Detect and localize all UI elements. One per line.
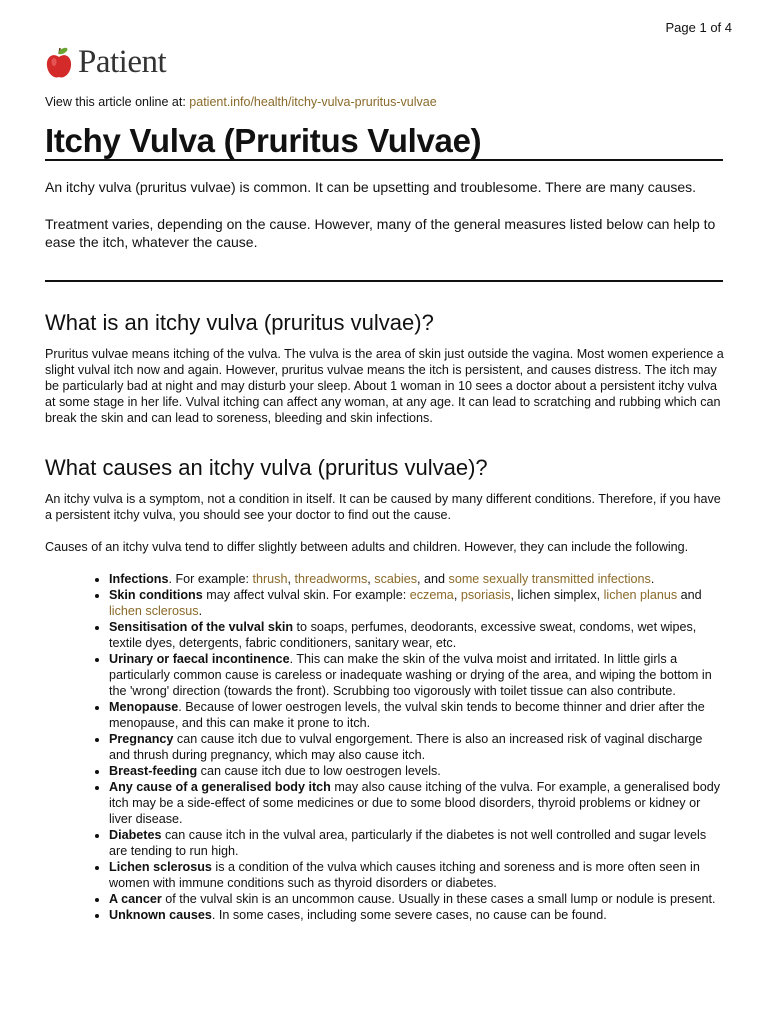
item-lead: A cancer bbox=[109, 892, 162, 906]
condition-link[interactable]: eczema bbox=[409, 588, 454, 602]
item-text: . In some cases, including some severe cases, no cause can be found. bbox=[211, 908, 607, 922]
section-what-is bbox=[45, 310, 725, 442]
online-label: View this article online at: bbox=[45, 95, 190, 109]
section-heading: What is an itchy vulva (pruritus vulvae)? bbox=[45, 310, 434, 335]
item-lead: Any cause of a generalised body itch bbox=[109, 780, 331, 794]
item-text: may affect vulval skin. For example: bbox=[202, 588, 410, 602]
item-lead: Skin conditions bbox=[109, 588, 203, 602]
section-text: An itchy vulva is a symptom, not a condition in itself. It can be caused by many different conditions. Therefore, if you have a persistent itchy vulva, you should see your doctor to find out the cause. bbox=[45, 492, 721, 522]
list-item bbox=[109, 827, 725, 859]
list-item bbox=[109, 587, 725, 619]
condition-link[interactable]: thrush bbox=[252, 572, 288, 586]
list-item bbox=[109, 891, 725, 907]
item-text: . For example: bbox=[168, 572, 253, 586]
divider bbox=[45, 280, 723, 282]
condition-link[interactable]: some sexually transmitted infections bbox=[448, 572, 651, 586]
list-item bbox=[109, 699, 725, 731]
item-lead: Menopause bbox=[109, 700, 179, 714]
item-text: of the vulval skin is an uncommon cause. Usually in these cases a small lump or nodule is present. bbox=[161, 892, 716, 906]
patient-logo[interactable] bbox=[46, 44, 166, 81]
item-text: , bbox=[453, 588, 461, 602]
intro-paragraph: An itchy vulva (pruritus vulvae) is common. It can be upsetting and troublesome. There are many causes. bbox=[45, 179, 697, 195]
list-item bbox=[109, 859, 725, 891]
item-text: and bbox=[677, 588, 702, 602]
condition-link[interactable]: psoriasis bbox=[460, 588, 511, 602]
list-item bbox=[109, 731, 725, 763]
item-lead: Breast-feeding bbox=[109, 764, 198, 778]
condition-link[interactable]: threadworms bbox=[294, 572, 368, 586]
item-lead: Diabetes bbox=[109, 828, 162, 842]
item-text: . bbox=[650, 572, 655, 586]
item-text: is a condition of the vulva which causes itching and soreness and is more often seen in women with immune conditions such as thyroid disorders or diabetes. bbox=[109, 860, 700, 890]
article-url-link[interactable]: patient.info/health/itchy-vulva-pruritus-vulvae bbox=[189, 95, 437, 109]
item-lead: Sensitisation of the vulval skin bbox=[109, 620, 294, 634]
page-title: Itchy Vulva (Pruritus Vulvae) bbox=[45, 123, 723, 161]
intro-paragraph: Treatment varies, depending on the cause. However, many of the general measures listed below can help to ease the itch, whatever the cause. bbox=[45, 216, 716, 250]
section-causes bbox=[45, 455, 725, 923]
page-number: Page 1 of 4 bbox=[665, 20, 732, 35]
item-text: . bbox=[198, 604, 203, 618]
online-link-line bbox=[45, 95, 437, 109]
section-text: Pruritus vulvae means itching of the vulva. The vulva is the area of skin just outside the vagina. Most women experience a slight vulval itch now and again. However, pruritus vulvae means the itch is persistent, and causes distress. The itch may be particularly bad at night and may disturb your sleep. About 1 woman in 10 sees a doctor about a persistent itchy vulva at some stage in her life. Vulval itching can affect any woman, at any age. It can lead to scratching and rubbing which can break the skin and can lead to soreness, bleeding and skin infections. bbox=[45, 347, 724, 425]
item-text: . This can make the skin of the vulva moist and irritated. In little girls a particularly common cause is careless or inadequate washing or drying of the area, and wiping the bottom in the 'wrong' direction (towards the front). Scrubbing too vigorously with toilet tissue can also contribute. bbox=[109, 652, 712, 698]
item-text: , bbox=[367, 572, 375, 586]
logo-text: Patient bbox=[78, 44, 167, 80]
condition-link[interactable]: lichen planus bbox=[603, 588, 678, 602]
section-heading: What causes an itchy vulva (pruritus vulvae)? bbox=[45, 455, 488, 480]
causes-list bbox=[45, 571, 725, 923]
list-item bbox=[109, 571, 725, 587]
apple-icon bbox=[46, 46, 72, 80]
item-text: , and bbox=[417, 572, 449, 586]
item-text: , bbox=[287, 572, 295, 586]
intro bbox=[45, 178, 725, 270]
item-text: . Because of lower oestrogen levels, the vulval skin tends to become thinner and drier after the menopause, and this can make it prone to itch. bbox=[109, 700, 705, 730]
condition-link[interactable]: scabies bbox=[374, 572, 417, 586]
item-lead: Infections bbox=[109, 572, 169, 586]
item-text: may also cause itching of the vulva. For example, a generalised body itch may be a side-effect of some medicines or due to some blood disorders, thyroid problems or kidney or liver disease. bbox=[109, 780, 721, 826]
item-text: can cause itch due to low oestrogen levels. bbox=[197, 764, 441, 778]
condition-link[interactable]: lichen sclerosus bbox=[109, 604, 199, 618]
item-text: can cause itch in the vulval area, particularly if the diabetes is not well controlled and sugar levels are tending to run high. bbox=[109, 828, 707, 858]
list-item bbox=[109, 651, 725, 699]
item-text: can cause itch due to vulval engorgement. There is also an increased risk of vaginal discharge and thrush during pregnancy, which may also cause itch. bbox=[109, 732, 703, 762]
item-lead: Pregnancy bbox=[109, 732, 174, 746]
section-text: Causes of an itchy vulva tend to differ slightly between adults and children. However, they can include the following. bbox=[45, 540, 689, 554]
item-lead: Unknown causes bbox=[109, 908, 212, 922]
list-item bbox=[109, 779, 725, 827]
list-item bbox=[109, 619, 725, 651]
list-item bbox=[109, 763, 725, 779]
item-lead: Urinary or faecal incontinence bbox=[109, 652, 290, 666]
item-text: , lichen simplex, bbox=[510, 588, 604, 602]
item-lead: Lichen sclerosus bbox=[109, 860, 212, 874]
list-item bbox=[109, 907, 725, 923]
item-text: to soaps, perfumes, deodorants, excessive sweat, condoms, wet wipes, textile dyes, detergents, fabric conditioners, sanitary wear, etc. bbox=[109, 620, 697, 650]
